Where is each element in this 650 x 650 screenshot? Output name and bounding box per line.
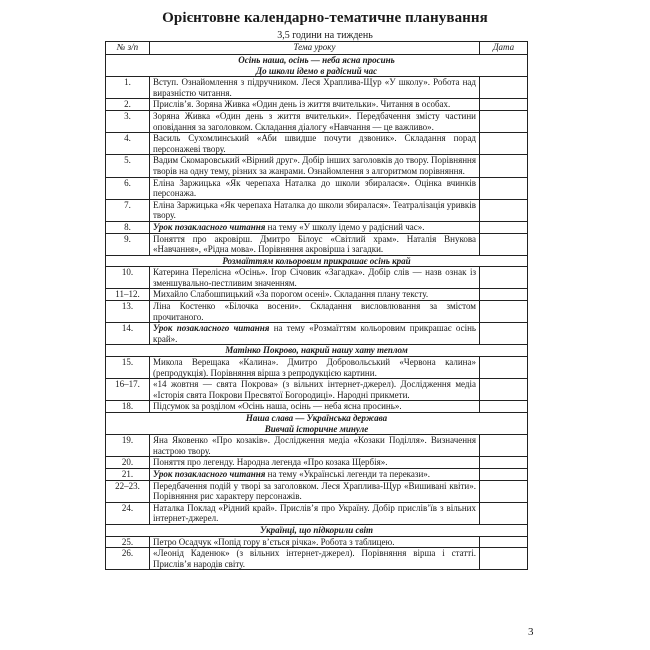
section-row	[106, 255, 528, 267]
lesson-topic-emphasis: Урок позакласного читання	[153, 323, 270, 334]
lesson-date	[480, 401, 528, 413]
lesson-date	[480, 289, 528, 301]
lesson-topic	[150, 401, 480, 413]
table-row	[106, 379, 528, 401]
lesson-topic-text: Поняття про акровірш. Дмитро Білоус «Світлий храм». Наталія Внукова «Навчання», «Рідна мова». Порівняння акровірша і загадки.	[153, 233, 476, 255]
section-subheading: Українці, що підкорили світ	[260, 524, 373, 535]
lesson-number: 2.	[106, 99, 150, 111]
table-row	[106, 199, 528, 221]
lesson-number: 16–17.	[106, 379, 150, 401]
lesson-date	[480, 502, 528, 524]
lesson-number: 10.	[106, 267, 150, 289]
section-heading: Матінко Покрово, накрий нашу хату теплом	[225, 345, 408, 356]
lesson-date	[480, 536, 528, 548]
lesson-topic	[150, 99, 480, 111]
table-row	[106, 99, 528, 111]
plan-table	[105, 41, 528, 570]
table-row	[106, 267, 528, 289]
section-heading-cell	[106, 55, 528, 77]
lesson-topic-text: Яна Яковенко «Про козаків». Дослідження медіа «Козаки Поділля». Визначення настрою твору.	[153, 435, 476, 456]
lesson-date	[480, 77, 528, 99]
section-row	[106, 413, 528, 435]
lesson-topic-text: Ліна Костенко «Білочка восени». Складання висловлювання за змістом прочитаного.	[153, 301, 476, 322]
lesson-topic-text: Еліна Заржицька «Як черепаха Наталка до школи збиралася». Театралізація уривків твору.	[153, 199, 476, 221]
lesson-date	[480, 99, 528, 111]
lesson-topic-text: Еліна Заржицька «Як черепаха Наталка до школи збиралася». Оцінка вчинків персонажа.	[153, 177, 476, 199]
lesson-number: 13.	[106, 301, 150, 323]
lesson-topic	[150, 435, 480, 457]
lesson-topic-text: «Леонід Каденюк» (з вільних інтернет-джерел). Порівняння вірша і статті. Прислів’я народів світу.	[153, 548, 476, 569]
lesson-topic	[150, 301, 480, 323]
lesson-number: 8.	[106, 221, 150, 233]
section-heading-cell	[106, 524, 528, 536]
lesson-topic	[150, 289, 480, 301]
lesson-date	[480, 357, 528, 379]
lesson-number: 15.	[106, 357, 150, 379]
page-title: Орієнтовне календарно-тематичне планування	[162, 10, 488, 26]
lesson-topic	[150, 379, 480, 401]
lesson-topic	[150, 177, 480, 199]
table-row	[106, 77, 528, 99]
lesson-number: 7.	[106, 199, 150, 221]
lesson-number: 4.	[106, 133, 150, 155]
lesson-number: 19.	[106, 435, 150, 457]
lesson-topic	[150, 77, 480, 99]
lesson-topic-text: Василь Сухомлинський «Аби швидше почути дзвоник». Складання порад персонажеві твору.	[153, 133, 476, 154]
lesson-topic-emphasis: Урок позакласного читання	[153, 468, 266, 479]
lesson-topic-text: на тему «Розмаїттям кольоровим прикрашає осінь край».	[153, 323, 476, 344]
table-row	[106, 110, 528, 132]
lesson-date	[480, 323, 528, 345]
lesson-topic-text: на тему «Українські легенди та перекази».	[265, 468, 431, 479]
lesson-number: 20.	[106, 457, 150, 469]
table-row	[106, 289, 528, 301]
section-heading: Осінь наша, осінь — неба ясна просинь	[238, 55, 395, 65]
lesson-number: 1.	[106, 77, 150, 99]
lesson-topic	[150, 457, 480, 469]
table-row	[106, 221, 528, 233]
lesson-number: 21.	[106, 468, 150, 480]
lesson-number: 3.	[106, 110, 150, 132]
section-heading-cell	[106, 255, 528, 267]
section-subheading: Вивчай історичне минуле	[264, 423, 369, 434]
table-row	[106, 457, 528, 469]
table-row	[106, 301, 528, 323]
lesson-topic-text: Прислів’я. Зоряна Живка «Один день із життя вчительки». Читання в особах.	[153, 99, 451, 110]
lesson-date	[480, 379, 528, 401]
lesson-topic	[150, 536, 480, 548]
table-row	[106, 357, 528, 379]
table-row	[106, 155, 528, 177]
table-row	[106, 233, 528, 255]
page-number: 3	[528, 626, 534, 638]
header-num: № з/п	[106, 42, 150, 55]
lesson-topic-text: Передбачення подій у творі за заголовком. Леся Храплива-Щур «Вишивані квіти». Порівняння рис характеру персонажів.	[153, 480, 476, 502]
table-row	[106, 177, 528, 199]
section-heading: Розмаїттям кольоровим прикрашає осінь край	[222, 255, 411, 266]
table-header-row	[106, 42, 528, 55]
lesson-topic-text: Підсумок за розділом «Осінь наша, осінь — неба ясна просинь».	[153, 401, 402, 412]
table-row	[106, 480, 528, 502]
header-topic: Тема уроку	[150, 42, 480, 55]
section-heading-cell	[106, 345, 528, 357]
section-row	[106, 524, 528, 536]
lesson-number: 6.	[106, 177, 150, 199]
lesson-topic-text: «14 жовтня — свята Покрова» (з вільних інтернет-джерел). Дослідження медіа «Історія свята Покрови Пресвятої Богородиці». Народні прикмети.	[153, 379, 476, 400]
lesson-topic	[150, 155, 480, 177]
lesson-date	[480, 457, 528, 469]
table-row	[106, 323, 528, 345]
table-row	[106, 435, 528, 457]
lesson-number: 24.	[106, 502, 150, 524]
lesson-topic	[150, 221, 480, 233]
lesson-date	[480, 548, 528, 570]
lesson-date	[480, 233, 528, 255]
lesson-date	[480, 468, 528, 480]
section-row	[106, 55, 528, 77]
lesson-date	[480, 435, 528, 457]
lesson-topic-text: Вступ. Ознайомлення з підручником. Леся Храплива-Щур «У школу». Робота над виразністю читання.	[153, 77, 476, 98]
lesson-number: 5.	[106, 155, 150, 177]
lesson-number: 14.	[106, 323, 150, 345]
lesson-number: 25.	[106, 536, 150, 548]
section-heading-cell	[106, 413, 528, 435]
lesson-date	[480, 301, 528, 323]
lesson-topic-text: Поняття про легенду. Народна легенда «Про козака Щербія».	[153, 457, 388, 468]
lesson-date	[480, 267, 528, 289]
lesson-topic-text: Петро Осадчук «Попід гору в’ється річка». Робота з таблицею.	[153, 536, 395, 547]
lesson-topic	[150, 357, 480, 379]
table-row	[106, 133, 528, 155]
lesson-topic-text: Зоряна Живка «Один день з життя вчительки». Передбачення змісту частини оповідання за заголовком. Складання діалогу «Навчання — це важливо».	[153, 110, 476, 132]
lesson-date	[480, 133, 528, 155]
lesson-date	[480, 199, 528, 221]
lesson-date	[480, 480, 528, 502]
plan-table-body	[106, 55, 528, 570]
table-row	[106, 548, 528, 570]
lesson-date	[480, 155, 528, 177]
lesson-date	[480, 110, 528, 132]
table-row	[106, 468, 528, 480]
lesson-date	[480, 221, 528, 233]
lesson-topic-text: Наталка Поклад «Рідний край». Прислів’я про Україну. Добір прислів’їв з вільних інтернет-джерел.	[153, 502, 476, 524]
section-row	[106, 345, 528, 357]
lesson-date	[480, 177, 528, 199]
lesson-topic	[150, 480, 480, 502]
lesson-topic	[150, 133, 480, 155]
page-subtitle: 3,5 години на тиждень	[277, 30, 373, 41]
lesson-topic-text: на тему «У школу ідемо у радісний час».	[265, 221, 425, 232]
lesson-topic	[150, 468, 480, 480]
lesson-topic-text: Катерина Перелісна «Осінь». Ігор Січовик «Загадка». Добір слів — назв ознак із зменшувально-пестливим значенням.	[153, 267, 476, 288]
section-subheading: До школи ідемо в радісний час	[255, 65, 378, 76]
lesson-topic-emphasis: Урок позакласного читання	[153, 221, 266, 232]
table-row	[106, 502, 528, 524]
lesson-topic-text: Михайло Слабошпицький «За порогом осені». Складання плану тексту.	[153, 289, 429, 300]
lesson-number: 18.	[106, 401, 150, 413]
lesson-number: 9.	[106, 233, 150, 255]
section-heading: Наша слава — Українська держава	[245, 413, 388, 423]
lesson-topic-text: Вадим Скомаровський «Вірний друг». Добір інших заголовків до твору. Порівняння творів на одну тему, різних за жанрами. Ознайомлення з алгоритмом порівняння.	[153, 155, 476, 176]
lesson-number: 11–12.	[106, 289, 150, 301]
lesson-topic	[150, 233, 480, 255]
table-row	[106, 536, 528, 548]
lesson-topic	[150, 502, 480, 524]
lesson-topic	[150, 199, 480, 221]
lesson-number: 26.	[106, 548, 150, 570]
header-date: Дата	[480, 42, 528, 55]
lesson-topic	[150, 323, 480, 345]
lesson-topic-text: Микола Верещака «Калина». Дмитро Добровольський «Червона калина» (репродукція). Порівняння вірша з репродукцією картини.	[153, 357, 476, 378]
lesson-topic	[150, 110, 480, 132]
lesson-number: 22–23.	[106, 480, 150, 502]
lesson-topic	[150, 267, 480, 289]
lesson-topic	[150, 548, 480, 570]
table-row	[106, 401, 528, 413]
